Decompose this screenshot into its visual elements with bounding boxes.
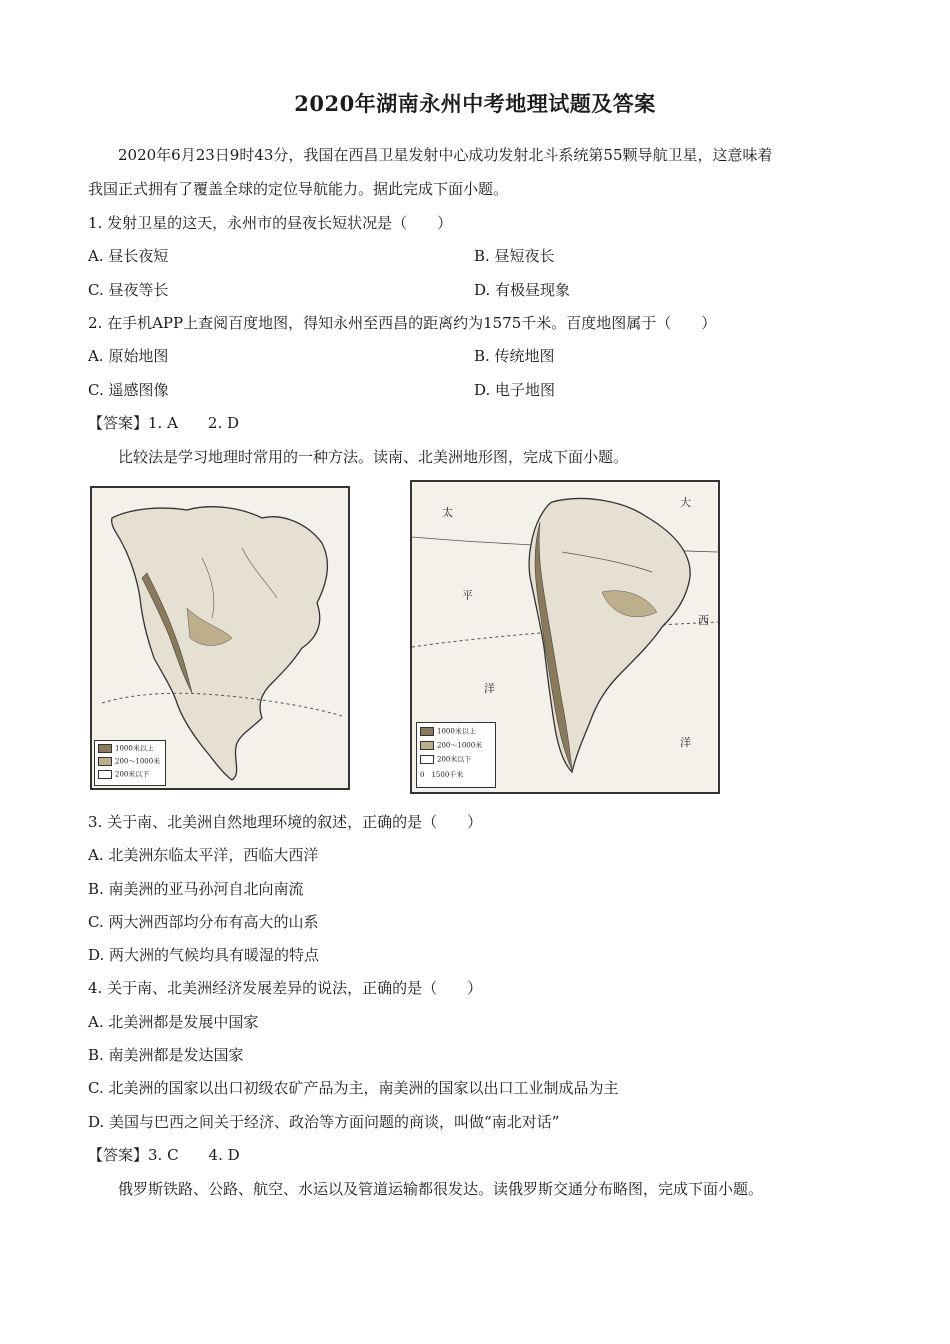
south-america-outline	[529, 498, 690, 772]
question-2-option-c: C. 遥感图像	[88, 381, 169, 399]
question-3-stem: 3. 关于南、北美洲自然地理环境的叙述，正确的是（ ）	[88, 813, 483, 831]
na-legend-high: 1000米以上	[115, 744, 154, 753]
question-1-option-a: A. 昼长夜短	[88, 247, 169, 265]
question-3-option-c: C. 两大洲西部均分布有高大的山系	[88, 913, 319, 931]
sa-scale-bar: 0 1500千米	[420, 771, 464, 779]
sa-label-yang-left: 洋	[484, 682, 495, 695]
sa-legend-high: 1000米以上	[437, 727, 476, 736]
answer-block-2: 【答案】3. C 4. D	[88, 1146, 240, 1164]
sa-legend-swatch-low	[420, 755, 434, 764]
sa-label-yang-right: 洋	[680, 736, 691, 749]
legend-swatch-low	[98, 770, 112, 779]
question-1-option-d: D. 有极昼现象	[474, 281, 571, 299]
legend-swatch-high	[98, 744, 112, 753]
intro-paragraph-2: 比较法是学习地理时常用的一种方法。读南、北美洲地形图，完成下面小题。	[118, 448, 629, 466]
question-1-option-c: C. 昼夜等长	[88, 281, 169, 299]
question-3-option-d: D. 两大洲的气候均具有暖湿的特点	[88, 946, 320, 964]
question-1-option-b: B. 昼短夜长	[474, 247, 555, 265]
question-3-option-a: A. 北美洲东临太平洋，西临大西洋	[88, 846, 319, 864]
question-1-stem: 1. 发射卫星的这天，永州市的昼夜长短状况是（ ）	[88, 214, 453, 232]
na-legend-mid: 200～1000米	[115, 757, 161, 766]
question-2-option-a: A. 原始地图	[88, 347, 169, 365]
question-2-option-d: D. 电子地图	[474, 381, 556, 399]
question-3-option-b: B. 南美洲的亚马孙河自北向南流	[88, 880, 304, 898]
question-4-option-c: C. 北美洲的国家以出口初级农矿产品为主，南美洲的国家以出口工业制成品为主	[88, 1079, 619, 1097]
intro-paragraph-3: 俄罗斯铁路、公路、航空、水运以及管道运输都很发达。读俄罗斯交通分布略图，完成下面小题。	[118, 1180, 764, 1198]
sa-legend-mid: 200～1000米	[437, 741, 483, 750]
answer-block-1: 【答案】1. A 2. D	[88, 414, 240, 432]
north-america-map	[90, 486, 350, 790]
south-america-legend	[416, 722, 496, 788]
sa-legend-swatch-mid	[420, 741, 434, 750]
sa-label-tai: 太	[442, 506, 453, 519]
question-4-stem: 4. 关于南、北美洲经济发展差异的说法，正确的是（ ）	[88, 979, 483, 997]
sa-legend-low: 200米以下	[437, 755, 472, 764]
north-america-legend	[94, 740, 166, 786]
question-4-option-b: B. 南美洲都是发达国家	[88, 1046, 244, 1064]
sa-label-da: 大	[680, 496, 691, 509]
sa-legend-swatch-high	[420, 727, 434, 736]
na-legend-low: 200米以下	[115, 770, 150, 779]
intro-paragraph-line-2: 我国正式拥有了覆盖全球的定位导航能力。据此完成下面小题。	[88, 180, 509, 198]
page-title: 2020年湖南永州中考地理试题及答案	[294, 91, 656, 116]
americas-topographic-maps	[88, 480, 718, 795]
sa-label-ping: 平	[462, 589, 473, 602]
sa-label-xi: 西	[698, 614, 709, 627]
question-2-option-b: B. 传统地图	[474, 347, 555, 365]
question-2-stem: 2. 在手机APP上查阅百度地图，得知永州至西昌的距离约为1575千米。百度地图属于（ ）	[88, 314, 717, 332]
legend-swatch-mid	[98, 757, 112, 766]
question-4-option-d: D. 美国与巴西之间关于经济、政治等方面问题的商谈，叫做“南北对话”	[88, 1113, 560, 1131]
intro-paragraph-line-1: 2020年6月23日9时43分，我国在西昌卫星发射中心成功发射北斗系统第55颗导航卫星，这意味着	[118, 146, 773, 164]
question-4-option-a: A. 北美洲都是发展中国家	[88, 1013, 259, 1031]
south-america-map	[410, 480, 720, 794]
